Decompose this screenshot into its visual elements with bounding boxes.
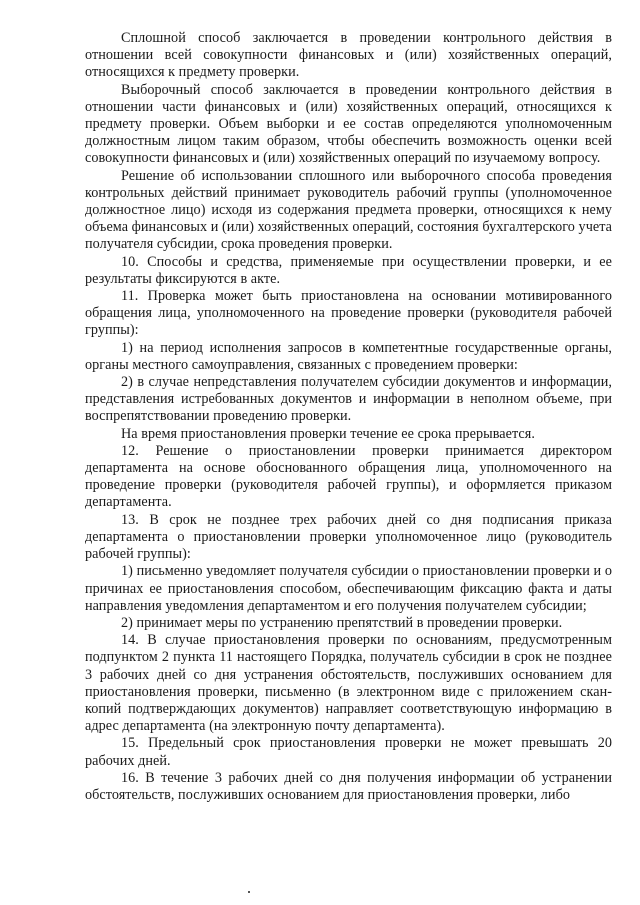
paragraph-clause-16: 16. В течение 3 рабочих дней со дня получения информации об устранении обстоятельств, послуживших основанием для приостановления проверки, либо — [85, 769, 612, 803]
paragraph-clause-12: 12. Решение о приостановлении проверки принимается директором департамента на основе обоснованного обращения лица, уполномоченного на проведение проверки (руководителя рабочей группы), и оформляется приказом департамента. — [85, 442, 612, 511]
paragraph-clause-11-item-2: 2) в случае непредставления получателем субсидии документов и информации, представления истребованных документов и информации в неполном объеме, при воспрепятствовании проведению проверки. — [85, 374, 612, 425]
paragraph-clause-14: 14. В случае приостановления проверки по основаниям, предусмотренным подпунктом 2 пункта 11 настоящего Порядка, получатель субсидии в срок не позднее 3 рабочих дней со дня устранения обстоятельств, послуживших основанием для приостановления проверки, письменно (в электронном виде с приложением скан-копий подтверждающих документов) направляет соответствующую информацию в адрес департамента (на электронную почту департамента). — [85, 632, 612, 735]
paragraph-clause-13-item-1: 1) письменно уведомляет получателя субсидии о приостановлении проверки и о причинах ее приостановления способом, обеспечивающим фиксацию факта и даты направления уведомления департаментом и его получения получателем субсидии; — [85, 563, 612, 614]
paragraph-clause-13: 13. В срок не позднее трех рабочих дней со дня подписания приказа департамента о приостановлении проверки уполномоченное лицо (руководитель рабочей группы): — [85, 511, 612, 563]
scan-speck — [248, 891, 250, 893]
document-body — [85, 30, 612, 804]
paragraph-sampling-method: Выборочный способ заключается в проведении контрольного действия в отношении части финансовых и (или) хозяйственных операций, относящихся к предмету проверки. Объем выборки и ее состав определяются уполномоченным должностным лицом таким образом, чтобы обеспечить возможность оценки всей совокупности финансовых и (или) хозяйственных операций по изучаемому вопросу. — [85, 81, 612, 167]
paragraph-suspension-term: На время приостановления проверки течение ее срока прерывается. — [121, 425, 535, 442]
paragraph-clause-13-item-2: 2) принимает меры по устранению препятствий в проведении проверки. — [121, 614, 563, 631]
paragraph-clause-15: 15. Предельный срок приостановления проверки не может превышать 20 рабочих дней. — [85, 735, 612, 769]
paragraph-continuous-method: Сплошной способ заключается в проведении контрольного действия в отношении всей совокупности финансовых и (или) хозяйственных операций, относящихся к предмету проверки. — [85, 30, 612, 81]
paragraph-clause-11: 11. Проверка может быть приостановлена на основании мотивированного обращения лица, уполномоченного на проведение проверки (руководителя рабочей группы): — [85, 288, 612, 339]
paragraph-method-decision: Решение об использовании сплошного или выборочного способа проведения контрольных действий принимает руководитель рабочий группы (уполномоченное должностное лицо) исходя из содержания предмета проверки, относящихся к нему объема финансовых и (или) хозяйственных операций, состояния бухгалтерского учета получателя субсидии, срока проведения проверки. — [85, 167, 612, 253]
paragraph-clause-10: 10. Способы и средства, применяемые при осуществлении проверки, и ее результаты фиксируются в акте. — [85, 253, 612, 287]
paragraph-clause-11-item-1: 1) на период исполнения запросов в компетентные государственные органы, органы местного самоуправления, связанных с проведением проверки: — [85, 339, 612, 373]
